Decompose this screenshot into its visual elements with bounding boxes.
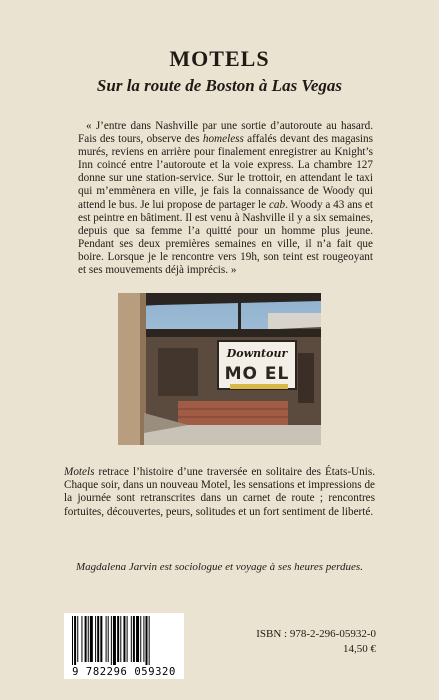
book-summary bbox=[64, 466, 375, 519]
barcode-bar bbox=[100, 616, 102, 662]
barcode-bars bbox=[64, 613, 184, 665]
motel-sign bbox=[218, 341, 296, 389]
barcode-bar bbox=[85, 616, 87, 662]
isbn-number: ISBN : 978-2-296-05932-0 bbox=[256, 628, 376, 640]
barcode-bar bbox=[117, 616, 119, 662]
barcode-bar bbox=[88, 616, 89, 662]
barcode-bar bbox=[90, 616, 93, 662]
motel-photo bbox=[118, 293, 321, 445]
sign-line-1: Downtour bbox=[226, 347, 288, 360]
barcode-bar bbox=[146, 616, 148, 665]
price: 14,50 € bbox=[343, 643, 376, 655]
barcode-bar bbox=[140, 616, 141, 662]
building-roofline bbox=[146, 329, 321, 337]
barcode-bar bbox=[95, 616, 96, 662]
summary-text: retrace l’histoire d’une traversée en solitaire des États-Unis. Chaque soir, dans un nouveau Motel, les sensations et impressions de la journée sont retranscrites dans un carnet de route ; rencontres fortuites, découvertes, peurs, solitudes et un fort sentiment de liberté. bbox=[64, 466, 375, 518]
barcode-bar bbox=[123, 616, 125, 662]
barcode-bar bbox=[149, 616, 150, 665]
barcode-bar bbox=[108, 616, 109, 662]
barcode-bar bbox=[131, 616, 132, 662]
excerpt-quote bbox=[78, 120, 373, 277]
barcode-bar bbox=[143, 616, 144, 662]
excerpt-text: . Woody a 43 ans et est peintre en bâtiment. Il est venu à Nashville il y a six semaines, depuis que sa femme l’a quitté pour un homme plus jeune. Pendant ses deux premières semaines en ville, il n’a fait que boire. Lorsque je le rencontre vers 19h, son teint est rougeoyant et ses mouvements déjà imprécis. » bbox=[78, 198, 373, 277]
barcode bbox=[64, 613, 184, 679]
barcode-bar bbox=[113, 616, 116, 665]
barcode-bar bbox=[127, 616, 128, 662]
motel-photo-illustration bbox=[118, 293, 321, 445]
barcode-digits: 9 782296 059320 bbox=[72, 666, 176, 678]
barcode-bar bbox=[97, 616, 99, 662]
barcode-bar bbox=[106, 616, 107, 662]
excerpt-paragraph bbox=[78, 120, 373, 277]
sign-arrow-strip bbox=[230, 384, 288, 389]
excerpt-italic-cab: cab bbox=[268, 198, 286, 211]
book-title: MOTELS bbox=[169, 46, 270, 71]
sign-line-2: MO EL bbox=[224, 364, 290, 384]
excerpt-italic-homeless: homeless bbox=[202, 133, 244, 146]
brick-wall bbox=[178, 401, 288, 425]
barcode-bar bbox=[72, 616, 73, 665]
author-note: Magdalena Jarvin est sociologue et voyage à ses heures perdues. bbox=[76, 561, 363, 573]
barcode-bar bbox=[133, 616, 135, 662]
barcode-bar bbox=[74, 616, 76, 665]
barcode-bar bbox=[120, 616, 121, 662]
excerpt-text: affalés devant des magasins murés, reviens en arrière pour finalement enregistrer au Knight’s Inn coincé entre l’autoroute et la voie express. La chambre 127 donne sur une station-service. Sur le trottoir, en attendant le taxi qui m’emmènera en ville, je fais la connaissance de Woody qui attend le bus. Je lui propose de partager le bbox=[78, 133, 373, 211]
book-subtitle: Sur la route de Boston à Las Vegas bbox=[96, 76, 343, 95]
barcode-bar bbox=[81, 616, 82, 662]
barcode-bar bbox=[136, 616, 139, 662]
excerpt-text: « J’entre dans Nashville par une sortie d’autoroute au hasard. Fais des tours, observe des bbox=[78, 120, 373, 146]
summary-paragraph bbox=[64, 466, 375, 519]
summary-title-italic: Motels bbox=[64, 466, 95, 478]
barcode-bar bbox=[111, 616, 112, 665]
barcode-bar bbox=[77, 616, 78, 662]
